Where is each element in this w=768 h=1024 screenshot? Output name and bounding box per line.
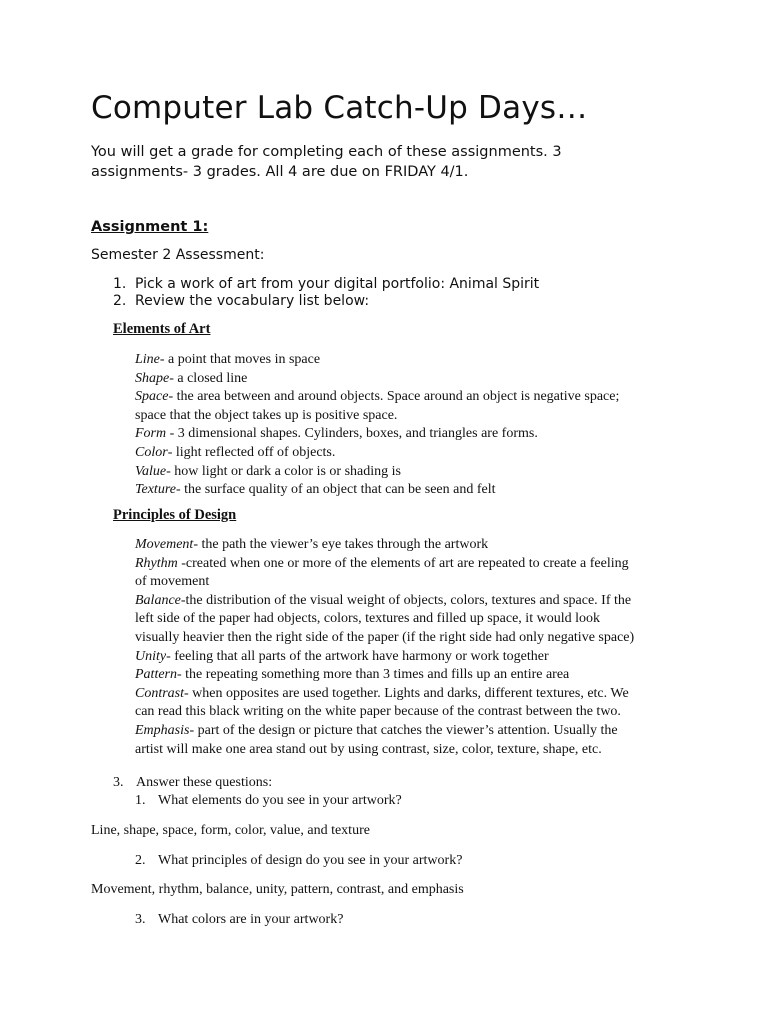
definition-row (135, 592, 680, 611)
definition: - the path the viewer’s eye takes through the artwork (193, 537, 489, 552)
assignment-heading: Assignment 1: (91, 219, 209, 235)
definition-row (135, 573, 680, 592)
list-text: Pick a work of art from your digital portfolio: Animal Spirit (135, 276, 540, 292)
definition-row (135, 444, 680, 463)
term: Line (135, 352, 160, 367)
definition-row (135, 648, 680, 667)
term: Movement (135, 537, 194, 552)
steps-list (113, 276, 539, 310)
question-number: 3. (135, 912, 146, 927)
list-text: Answer these questions: (136, 775, 273, 790)
term: Rhythm (135, 555, 178, 571)
definition-row (135, 481, 680, 500)
definition-row (135, 536, 680, 555)
definition: - the area between and around objects. Space around an object is negative space; (168, 389, 620, 405)
definition-row (135, 370, 680, 389)
elements-heading: Elements of Art (113, 321, 211, 337)
definition: - 3 dimensional shapes. Cylinders, boxes, and triangles are forms. (166, 426, 538, 442)
principles-heading: Principles of Design (113, 507, 237, 523)
list-text: Review the vocabulary list below: (135, 293, 370, 309)
definition: artist will make one area stand out by using contrast, size, color, texture, shape, etc. (135, 741, 602, 757)
list-number: 1. (113, 276, 127, 292)
question-item (135, 912, 343, 928)
definition-row (135, 425, 680, 444)
definition: - how light or dark a color is or shading is (166, 463, 401, 479)
principles-list (135, 536, 680, 759)
definition-row (135, 629, 680, 648)
term: Texture (135, 482, 176, 498)
definition: can read this black writing on the white paper because of the contrast between the two. (135, 704, 621, 720)
list-item (113, 775, 272, 791)
intro-line: You will get a grade for completing each of these assignments. 3 (91, 144, 562, 160)
question-number: 2. (135, 853, 146, 868)
definition: - a closed line (169, 370, 248, 386)
answer-text: Movement, rhythm, balance, unity, pattern, contrast, and emphasis (91, 882, 464, 897)
question-item (135, 793, 402, 809)
definition-row (135, 610, 680, 629)
term: Form (135, 426, 167, 442)
list-item (113, 293, 539, 310)
definition: - when opposites are used together. Lights and darks, different textures, etc. We (184, 685, 629, 701)
term: Balance (135, 592, 181, 608)
definition-row (135, 351, 680, 370)
definition: - the repeating something more than 3 times and fills up an entire area (177, 667, 570, 683)
definition: -created when one or more of the elements of art are repeated to create a feeling (177, 555, 629, 571)
term: Emphasis (135, 722, 190, 738)
page-title: Computer Lab Catch-Up Days… (91, 90, 588, 126)
semester-label: Semester 2 Assessment: (91, 247, 265, 263)
question-text: What colors are in your artwork? (158, 912, 344, 927)
definition: -the distribution of the visual weight of objects, colors, textures and space. If the (180, 592, 632, 608)
definition-row (135, 685, 680, 704)
intro-line: assignments- 3 grades. All 4 are due on FRIDAY 4/1. (91, 164, 469, 180)
definition: of movement (135, 574, 210, 590)
definition: left side of the paper had objects, colors, textures and filled up space, it would look (135, 611, 600, 627)
question-text: What elements do you see in your artwork? (158, 793, 402, 808)
definition-row (135, 741, 680, 760)
definition-row (135, 555, 680, 574)
definition-row (135, 388, 680, 407)
list-item (113, 276, 539, 293)
question-item (135, 853, 462, 869)
intro-paragraph (91, 142, 651, 182)
definition: - a point that moves in space (159, 352, 321, 367)
term: Unity (135, 648, 167, 664)
term: Shape (135, 370, 170, 386)
list-number: 3. (113, 775, 124, 790)
question-text: What principles of design do you see in your artwork? (158, 853, 463, 868)
definition-row (135, 722, 680, 741)
term: Pattern (135, 667, 177, 683)
definition-row (135, 407, 680, 426)
question-number: 1. (135, 793, 146, 808)
definition-row (135, 666, 680, 685)
definition: - light reflected off of objects. (167, 444, 336, 460)
term: Space (135, 389, 169, 405)
term: Contrast (135, 685, 185, 701)
term: Value (135, 463, 167, 479)
term: Color (135, 444, 168, 460)
definition: - the surface quality of an object that can be seen and felt (175, 482, 496, 498)
elements-list (135, 351, 680, 500)
definition: - feeling that all parts of the artwork have harmony or work together (166, 648, 549, 664)
definition: visually heavier then the right side of the paper (if the right side had only negative space) (135, 629, 635, 645)
definition-row (135, 703, 680, 722)
definition: - part of the design or picture that catches the viewer’s attention. Usually the (189, 722, 618, 738)
definition-row (135, 463, 680, 482)
list-number: 2. (113, 293, 127, 309)
answer-text: Line, shape, space, form, color, value, and texture (91, 823, 370, 838)
definition: space that the object takes up is positive space. (135, 407, 398, 423)
